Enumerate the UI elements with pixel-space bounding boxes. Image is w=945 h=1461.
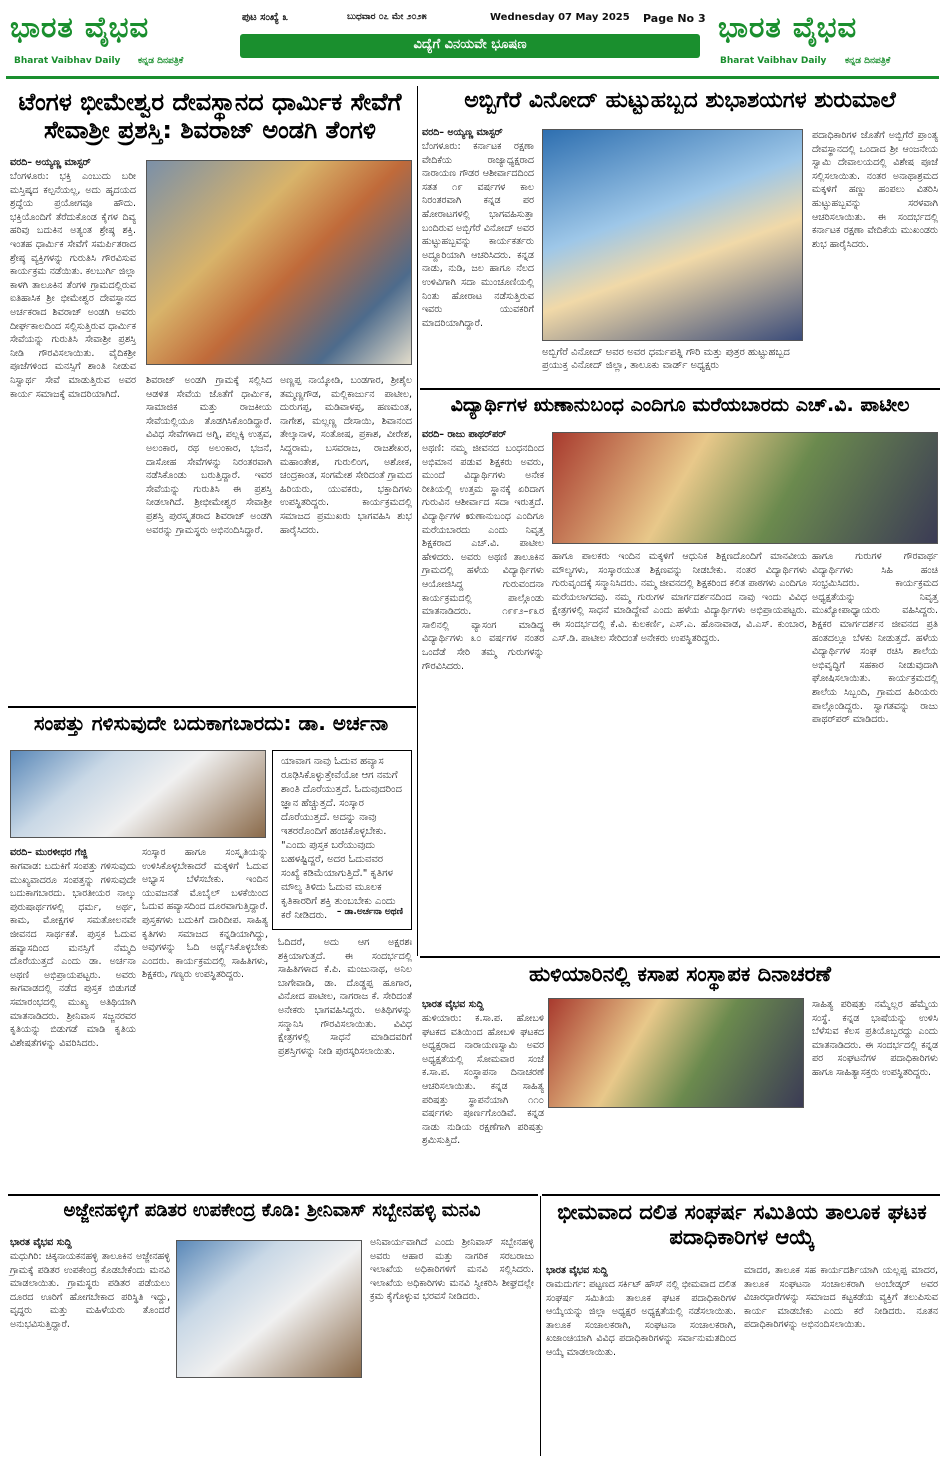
masthead-subtitle-kn-right: ಕನ್ನಡ ದಿನಪತ್ರಿಕೆ — [845, 56, 891, 66]
article-4-quote-signature: – ಡಾ.ಅರ್ಚನಾ ಅಥಣಿ — [336, 907, 403, 917]
divider-a1-a4 — [8, 706, 416, 708]
article-4-quote-box — [272, 750, 412, 930]
masthead-subtitle-en-right: Bharat Vaibhav Daily — [720, 56, 827, 66]
article-1-body-col2: ಶಿವರಾಜ್ ಅಂಡಗಿ ಗ್ರಾಮಕ್ಕೆ ಸಲ್ಲಿಸಿದ ಆಡಳಿತ ಸೇವೆಯ ಜೊತೆಗೆ ಧಾರ್ಮಿಕ, ಸಾಮಾಜಿಕ ಮತ್ತು ರಾಜಕೀಯ ಸೇವೆಯಲ್ಲಿಯೂ ತೊಡಗಿಸಿಕೊಂಡಿದ್ದಾರೆ. ವಿವಿಧ ಸೇವೆಗಳಾದ ಅಗ್ನಿ, ಪಲ್ಲಕ್ಕಿ ಉತ್ಸವ, ಅಲಂಕಾರ, ರಥ ಅಲಂಕಾರ, ಭಜನೆ, ದಾಸೋಹ ಸೇವೆಗಳನ್ನು ನಿರಂತರವಾಗಿ ನಡೆಸಿಕೊಂಡು ಬರುತ್ತಿದ್ದಾರೆ. ಇವರ ಸೇವೆಯನ್ನು ಗುರುತಿಸಿ ಈ ಪ್ರಶಸ್ತಿ ನೀಡಲಾಗಿದೆ. ಶ್ರೀಭೀಮೇಶ್ವರ ಸೇವಾಶ್ರೀ ಪ್ರಶಸ್ತಿ ಪುರಸ್ಕೃತರಾದ ಶಿವರಾಜ್ ಅಂಡಗಿ ಅವರನ್ನು ಗ್ರಾಮಸ್ಥರು ಅಭಿನಂದಿಸಿದ್ದಾರೆ. — [146, 375, 272, 536]
article-4-byline: ವರದಿ– ಮುರಳೀಧರ ಗೆಜ್ಜಿ — [10, 847, 88, 858]
masthead-subtitle-kn-left: ಕನ್ನಡ ದಿನಪತ್ರಿಕೆ — [138, 56, 184, 66]
article-2-headline: ಅಬ್ಬಿಗೆರೆ ವಿನೋದ್ ಹುಟ್ಟುಹಬ್ಬದ ಶುಭಾಶಯಗಳ ಶುರುಮಾಲೆ — [464, 88, 896, 113]
article-2-photo — [542, 129, 803, 341]
article-3-headline: ವಿದ್ಯಾರ್ಥಿಗಳ ಋಣಾನುಬಂಧ ಎಂದಿಗೂ ಮರೆಯಬಾರದು ಎಚ್.ವಿ. ಪಾಟೀಲ — [450, 394, 910, 416]
article-7-body-col2: ಮಾದರ, ತಾಲೂಕ ಸಹ ಕಾರ್ಯದರ್ಶಿಯಾಗಿ ಯಲ್ಲಪ್ಪ ಮಾದರ, ತಾಲೂಕ ಸಂಘಟನಾ ಸಂಚಾಲಕರಾಗಿ ಅಂಬೇಡ್ಕರ್ ಅವರ ವಿಚಾರಧಾರೆಗಳನ್ನು ಸಮಾಜದ ಕಟ್ಟಕಡೆಯ ವ್ಯಕ್ತಿಗೆ ತಲುಪಿಸುವ ಕಾರ್ಯ ಮಾಡಬೇಕು ಎಂದು ಕರೆ ನೀಡಿದರು. ನೂತನ ಪದಾಧಿಕಾರಿಗಳನ್ನು ಅಭಿನಂದಿಸಲಾಯಿತು. — [744, 1265, 938, 1331]
article-5-headline: ಹುಳಿಯಾರಿನಲ್ಲಿ ಕಸಾಪ ಸಂಸ್ಥಾಪಕ ದಿನಾಚರಣೆ — [528, 962, 832, 986]
article-2-caption: ಅಬ್ಬಿಗೆರೆ ವಿನೋದ್ ಅವರ ಅವರ ಧರ್ಮಪತ್ನಿ ಗೌರಿ ಮತ್ತು ಪುತ್ರರ ಹುಟ್ಟುಹಬ್ಬದ ಪ್ರಯುಕ್ತ ವಿನೋದ್ ಜಿಲ್ಲಾ, ತಾಲೂಕು ವಾರ್ಡ್ ಅಧ್ಯಕ್ಷರು — [542, 347, 790, 371]
article-4-body-col3: ಓದಿದರೆ, ಅದು ಆಗ ಅಕ್ಷರಶಃ ಶಕ್ತಿಯಾಗುತ್ತದೆ. ಈ ಸಂದರ್ಭದಲ್ಲಿ ಸಾಹಿತಿಗಳಾದ ಕೆ.ಪಿ. ಮಂಜುನಾಥ, ಅನಿಲ ಬಾಗೇವಾಡಿ, ಡಾ. ದೊಡ್ಡಪ್ಪ ಹೂಗಾರ, ವಿನೋದ ಪಾಟೀಲ, ನಾಗರಾಜ ಕೆ. ಸೇರಿದಂತೆ ಅನೇಕರು ಭಾಗವಹಿಸಿದ್ದರು. ಅತಿಥಿಗಳನ್ನು ಸನ್ಮಾನಿಸಿ ಗೌರವಿಸಲಾಯಿತು. ವಿವಿಧ ಕ್ಷೇತ್ರಗಳಲ್ಲಿ ಸಾಧನೆ ಮಾಡಿದವರಿಗೆ ಪ್ರಶಸ್ತಿಗಳನ್ನು ನೀಡಿ ಪುರಸ್ಕರಿಸಲಾಯಿತು. — [278, 937, 412, 1057]
masthead-rule — [6, 76, 939, 79]
divider-a3-a5 — [420, 956, 940, 958]
article-6-byline: ಭಾರತ ವೈಭವ ಸುದ್ದಿ — [10, 1237, 72, 1248]
article-1-photo — [146, 160, 412, 365]
article-1-body-col1: ಬೆಂಗಳೂರು: ಭಕ್ತಿ ಎಂಬುದು ಬರೀ ಮಸ್ತಿಷ್ಕದ ಕಲ್ಪನೆಯಲ್ಲ, ಅದು ಹೃದಯದ ಶ್ರದ್ಧೆಯ ಪ್ರಯೋಗವೂ ಹೌದು. ಭಕ್ತಿಯೊಂದಿಗೆ ತೆರೆದುಕೊಂಡ ಕೈಗಳ ದಿವ್ಯ ಹರಿವು ಬದುಕಿನ ಅತ್ಯಂತ ಶ್ರೇಷ್ಠ ಶಕ್ತಿ. ಇಂತಹ ಧಾರ್ಮಿಕ ಸೇವೆಗೆ ಸಮರ್ಪಿತರಾದ ಶ್ರೇಷ್ಠ ವ್ಯಕ್ತಿಗಳನ್ನು ಗುರುತಿಸಿ ಗೌರವಿಸುವ ಕಾರ್ಯಕ್ರಮ ನಡೆಯಿತು. ಕಲಬುರ್ಗಿ ಜಿಲ್ಲಾ ಕಾಳಗಿ ತಾಲೂಕಿನ ತೆಂಗಳಿ ಗ್ರಾಮದಲ್ಲಿರುವ ಐತಿಹಾಸಿಕ ಶ್ರೀ ಭೀಮೇಶ್ವರ ದೇವಸ್ಥಾನದ ಅರ್ಚಕರಾದ ಶಿವರಾಜ್ ಅಂಡಗಿ ಅವರು ದೀರ್ಘಕಾಲದಿಂದ ಸಲ್ಲಿಸುತ್ತಿರುವ ಧಾರ್ಮಿಕ ಸೇವೆಯನ್ನು ಗುರುತಿಸಿ ಸೇವಾಶ್ರೀ ಪ್ರಶಸ್ತಿ ನೀಡಿ ಗೌರವಿಸಲಾಯಿತು. ವೈದಿಕಶ್ರೀ ಪೂಜೆಗಳಿಂದ ಮನಸ್ಸಿಗೆ ಶಾಂತಿ ನೀಡುವ ನಿಸ್ವಾರ್ಥ ಸೇವೆ ಮಾಡುತ್ತಿರುವ ಅವರ ಕಾರ್ಯ ಸಮಾಜಕ್ಕೆ ಮಾದರಿಯಾಗಿದೆ. — [10, 171, 136, 400]
motto-bar: ವಿದ್ಯೆಗೆ ವಿನಯವೇ ಭೂಷಣ — [240, 34, 700, 58]
article-5-body-col1: ಹುಳಿಯಾರು: ಕ.ಸಾ.ಪ. ಹೋಬಳಿ ಘಟಕದ ವತಿಯಿಂದ ಹೋಬಳಿ ಘಟಕದ ಅಧ್ಯಕ್ಷರಾದ ನಾರಾಯಣಸ್ವಾಮಿ ಅವರ ಅಧ್ಯಕ್ಷತೆಯಲ್ಲಿ ಸೋಮವಾರ ಸಂಜೆ ಕ.ಸಾ.ಪ. ಸಂಸ್ಥಾಪನಾ ದಿನಾಚರಣೆ ಆಚರಿಸಲಾಯಿತು. ಕನ್ನಡ ಸಾಹಿತ್ಯ ಪರಿಷತ್ತು ಸ್ಥಾಪನೆಯಾಗಿ ೧೧೦ ವರ್ಷಗಳು ಪೂರ್ಣಗೊಂಡಿವೆ. ಕನ್ನಡ ನಾಡು ನುಡಿಯ ರಕ್ಷಣೆಗಾಗಿ ಪರಿಷತ್ತು ಶ್ರಮಿಸುತ್ತಿದೆ. — [422, 1013, 544, 1147]
article-6-headline: ಅಜ್ಜೇನಹಳ್ಳಿಗೆ ಪಡಿತರ ಉಪಕೇಂದ್ರ ಕೊಡಿ: ಶ್ರೀನಿವಾಸ್ ಸಬ್ಬೇನಹಳ್ಳಿ ಮನವಿ — [63, 1200, 481, 1221]
article-1-headline: ಟೆಂಗಳ ಭೀಮೇಶ್ವರ ದೇವಸ್ಥಾನದ ಧಾರ್ಮಿಕ ಸೇವೆಗೆ ಸೇವಾಶ್ರೀ ಪ್ರಶಸ್ತಿ: ಶಿವರಾಜ್ ಅಂಡಗಿ ತೆಂಗಳಿ — [18, 88, 402, 145]
article-5-body-col2: ಸಾಹಿತ್ಯ ಪರಿಷತ್ತು ನಮ್ಮೆಲ್ಲರ ಹೆಮ್ಮೆಯ ಸಂಸ್ಥೆ. ಕನ್ನಡ ಭಾಷೆಯನ್ನು ಉಳಿಸಿ ಬೆಳೆಸುವ ಕೆಲಸ ಪ್ರತಿಯೊಬ್ಬರದ್ದು ಎಂದು ಮಾತನಾಡಿದರು. ಈ ಸಂದರ್ಭದಲ್ಲಿ ಕನ್ನಡ ಪರ ಸಂಘಟನೆಗಳ ಪದಾಧಿಕಾರಿಗಳು ಹಾಗೂ ಸಾಹಿತ್ಯಾಸಕ್ತರು ಉಪಸ್ಥಿತರಿದ್ದರು. — [812, 999, 938, 1078]
article-6-body-col1: ಮಧುಗಿರಿ: ಚಿಕ್ಕನಾಯಕನಹಳ್ಳಿ ತಾಲೂಕಿನ ಅಜ್ಜೇನಹಳ್ಳಿ ಗ್ರಾಮಕ್ಕೆ ಪಡಿತರ ಉಪಕೇಂದ್ರ ಕೊಡಬೇಕೆಂದು ಮನವಿ ಮಾಡಲಾಯಿತು. ಗ್ರಾಮಸ್ಥರು ಪಡಿತರ ಪಡೆಯಲು ದೂರದ ಊರಿಗೆ ಹೋಗಬೇಕಾದ ಪರಿಸ್ಥಿತಿ ಇದ್ದು, ವೃದ್ಧರು ಮತ್ತು ಮಹಿಳೆಯರು ತೊಂದರೆ ಅನುಭವಿಸುತ್ತಿದ್ದಾರೆ. — [10, 1251, 170, 1330]
article-3-byline: ವರದಿ– ರಾಜು ಪಾಥರ್‌ಪರ್ — [422, 429, 507, 440]
article-4-body-col2: ಸಂಸ್ಕಾರ ಹಾಗೂ ಸಂಸ್ಕೃತಿಯನ್ನು ಉಳಿಸಿಕೊಳ್ಳಬೇಕಾದರೆ ಮಕ್ಕಳಿಗೆ ಓದುವ ಅಭ್ಯಾಸ ಬೆಳೆಸಬೇಕು. ಇಂದಿನ ಯುವಜನತೆ ಮೊಬೈಲ್ ಬಳಕೆಯಿಂದ ಓದುವ ಹವ್ಯಾಸದಿಂದ ದೂರವಾಗುತ್ತಿದ್ದಾರೆ. ಪುಸ್ತಕಗಳು ಬದುಕಿಗೆ ದಾರಿದೀಪ. ಸಾಹಿತ್ಯ ಕೃತಿಗಳು ಸಮಾಜದ ಕನ್ನಡಿಯಾಗಿದ್ದು, ಅವುಗಳನ್ನು ಓದಿ ಅರ್ಥೈಸಿಕೊಳ್ಳಬೇಕು ಎಂದರು. ಕಾರ್ಯಕ್ರಮದಲ್ಲಿ ಸಾಹಿತಿಗಳು, ಶಿಕ್ಷಕರು, ಗಣ್ಯರು ಉಪಸ್ಥಿತರಿದ್ದರು. — [142, 847, 269, 981]
article-4-headline: ಸಂಪತ್ತು ಗಳಿಸುವುದೇ ಬದುಕಾಗಬಾರದು: ಡಾ. ಅರ್ಚನಾ — [33, 711, 389, 735]
article-2-byline: ವರದಿ– ಅಯ್ಯಣ್ಣ ಮಾಸ್ಟರ್ — [422, 127, 503, 138]
date-en: Wednesday 07 May 2025 — [490, 12, 630, 23]
article-3-body-col2: ಹಾಗೂ ಪಾಲಕರು ಇಂದಿನ ಮಕ್ಕಳಿಗೆ ಆಧುನಿಕ ಶಿಕ್ಷಣದೊಂದಿಗೆ ಮಾನವೀಯ ಮೌಲ್ಯಗಳು, ಸಂಸ್ಕಾರಯುತ ಶಿಕ್ಷಣವನ್ನು ನೀಡಬೇಕು. ನಂತರ ವಿದ್ಯಾರ್ಥಿಗಳು ಗುರುವೃಂದಕ್ಕೆ ಸನ್ಮಾನಿಸಿದರು. ನಮ್ಮ ಜೀವನದಲ್ಲಿ ಶಿಕ್ಷಕರಿಂದ ಕಲಿತ ಪಾಠಗಳು ಎಂದಿಗೂ ಮರೆಯಲಾಗದವು. ನಮ್ಮ ಗುರುಗಳ ಮಾರ್ಗದರ್ಶನದಿಂದ ನಾವು ಇಂದು ವಿವಿಧ ಕ್ಷೇತ್ರಗಳಲ್ಲಿ ಸಾಧನೆ ಮಾಡಿದ್ದೇವೆ ಎಂದು ಹಳೆಯ ವಿದ್ಯಾರ್ಥಿಗಳು ಅಭಿಪ್ರಾಯಪಟ್ಟರು. ಈ ಸಂದರ್ಭದಲ್ಲಿ ಕೆ.ವಿ. ಕುಲಕರ್ಣಿ, ಎಸ್.ಎ. ಹೊನಾವಾಡ, ವಿ.ಎಸ್. ಕುಂಬಾರ, ಎಸ್.ಡಿ. ಪಾಟೀಲ ಸೇರಿದಂತೆ ಅನೇಕರು ಉಪಸ್ಥಿತರಿದ್ದರು. — [552, 551, 807, 644]
article-3-body-col1: ಅಥಣಿ: ನಮ್ಮ ಜೀವನದ ಬಂಧನದಿಂದ ಅಭಿಮಾನ ಪಡುವ ಶಿಕ್ಷಕರು ಅವರು, ಮುಂದೆ ವಿದ್ಯಾರ್ಥಿಗಳು ಅನೇಕ ರೀತಿಯಲ್ಲಿ ಉತ್ತಮ ಸ್ಥಾನಕ್ಕೆ ಏರಿದಾಗ ಗುರುವಿನ ಆಶೀರ್ವಾದ ಸದಾ ಇರುತ್ತದೆ. ವಿದ್ಯಾರ್ಥಿಗಳ ಋಣಾನುಬಂಧ ಎಂದಿಗೂ ಮರೆಯಬಾರದು ಎಂದು ನಿವೃತ್ತ ಶಿಕ್ಷಕರಾದ ಎಚ್.ವಿ. ಪಾಟೀಲ ಹೇಳಿದರು. ಅವರು ಅಥಣಿ ತಾಲೂಕಿನ ಗ್ರಾಮದಲ್ಲಿ ಹಳೆಯ ವಿದ್ಯಾರ್ಥಿಗಳು ಆಯೋಜಿಸಿದ್ದ ಗುರುವಂದನಾ ಕಾರ್ಯಕ್ರಮದಲ್ಲಿ ಪಾಲ್ಗೊಂಡು ಮಾತನಾಡಿದರು. ೧೯೯೨–೯೩ರ ಸಾಲಿನಲ್ಲಿ ವ್ಯಾಸಂಗ ಮಾಡಿದ್ದ ವಿದ್ಯಾರ್ಥಿಗಳು ೩೦ ವರ್ಷಗಳ ನಂತರ ಒಂದೆಡೆ ಸೇರಿ ತಮ್ಮ ಗುರುಗಳನ್ನು ಗೌರವಿಸಿದರು. — [422, 443, 544, 672]
masthead — [0, 0, 945, 76]
article-1-byline: ವರದಿ– ಅಯ್ಯಣ್ಣ ಮಾಸ್ಟರ್ — [10, 157, 91, 168]
article-2-body-col2: ಪದಾಧಿಕಾರಿಗಳ ಜೊತೆಗೆ ಅಬ್ಬಿಗೆರೆ ಪ್ರಾಂತ್ಯ ದೇವಸ್ಥಾನದಲ್ಲಿ ಒಂದಾದ ಶ್ರೀ ಆಂಜನೇಯ ಸ್ವಾಮಿ ದೇವಾಲಯದಲ್ಲಿ ವಿಶೇಷ ಪೂಜೆ ಸಲ್ಲಿಸಲಾಯಿತು. ನಂತರ ಅನಾಥಾಶ್ರಮದ ಮಕ್ಕಳಿಗೆ ಹಣ್ಣು ಹಂಪಲು ವಿತರಿಸಿ ಹುಟ್ಟುಹಬ್ಬವನ್ನು ಸರಳವಾಗಿ ಆಚರಿಸಲಾಯಿತು. ಈ ಸಂದರ್ಭದಲ್ಲಿ ಕರ್ನಾಟಕ ರಕ್ಷಣಾ ವೇದಿಕೆಯ ಮುಖಂಡರು ಶುಭ ಹಾರೈಸಿದರು. — [812, 130, 938, 250]
article-6-body-col2: ಅನಿವಾರ್ಯವಾಗಿದೆ ಎಂದು ಶ್ರೀನಿವಾಸ್ ಸಬ್ಬೇನಹಳ್ಳಿ ಅವರು ಆಹಾರ ಮತ್ತು ನಾಗರಿಕ ಸರಬರಾಜು ಇಲಾಖೆಯ ಅಧಿಕಾರಿಗಳಿಗೆ ಮನವಿ ಸಲ್ಲಿಸಿದರು. ಇಲಾಖೆಯ ಅಧಿಕಾರಿಗಳು ಮನವಿ ಸ್ವೀಕರಿಸಿ ಶೀಘ್ರದಲ್ಲೇ ಕ್ರಮ ಕೈಗೊಳ್ಳುವ ಭರವಸೆ ನೀಡಿದರು. — [370, 1237, 534, 1303]
divider-bottom-left — [8, 1194, 538, 1196]
column-divider-left — [417, 86, 418, 956]
article-3-photo — [552, 432, 938, 544]
article-4-body-col1: ಕಾಗವಾಡ: ಬದುಕಿಗೆ ಸಂಪತ್ತು ಗಳಿಸುವುದು ಮುಖ್ಯವಾದರೂ ಸಂಪತ್ತನ್ನು ಗಳಿಸುವುದೇ ಬದುಕಾಗಬಾರದು. ಭಾರತೀಯರ ನಾಲ್ಕು ಪುರುಷಾರ್ಥಗಳಲ್ಲಿ ಧರ್ಮ, ಅರ್ಥ, ಕಾಮ, ಮೋಕ್ಷಗಳ ಸಮತೋಲನವೇ ಜೀವನದ ಸಾರ್ಥಕತೆ. ಪುಸ್ತಕ ಓದುವ ಹವ್ಯಾಸದಿಂದ ಮನಸ್ಸಿಗೆ ನೆಮ್ಮದಿ ದೊರೆಯುತ್ತದೆ ಎಂದು ಡಾ. ಅರ್ಚನಾ ಅಥಣಿ ಅಭಿಪ್ರಾಯಪಟ್ಟರು. ಅವರು ಕಾಗವಾಡದಲ್ಲಿ ನಡೆದ ಪುಸ್ತಕ ಬಿಡುಗಡೆ ಸಮಾರಂಭದಲ್ಲಿ ಮುಖ್ಯ ಅತಿಥಿಯಾಗಿ ಮಾತನಾಡಿದರು. ಶ್ರೀನಿವಾಸ ಸಜ್ಜನರವರ ಕೃತಿಯನ್ನು ಬಿಡುಗಡೆ ಮಾಡಿ ಕೃತಿಯ ವಿಶೇಷತೆಗಳನ್ನು ವಿವರಿಸಿದರು. — [10, 861, 136, 1049]
article-2-body-col1: ಬೆಂಗಳೂರು: ಕರ್ನಾಟಕ ರಕ್ಷಣಾ ವೇದಿಕೆಯ ರಾಜ್ಯಾಧ್ಯಕ್ಷರಾದ ನಾರಾಯಣ ಗೌಡರ ಆಶೀರ್ವಾದದಿಂದ ಸತತ ೧೯ ವರ್ಷಗಳ ಕಾಲ ನಿರಂತರವಾಗಿ ಕನ್ನಡ ಪರ ಹೋರಾಟಗಳಲ್ಲಿ ಭಾಗವಹಿಸುತ್ತಾ ಬಂದಿರುವ ಅಬ್ಬಿಗೆರೆ ವಿನೋದ್ ಅವರ ಹುಟ್ಟುಹಬ್ಬವನ್ನು ಕಾರ್ಯಕರ್ತರು ಅದ್ದೂರಿಯಾಗಿ ಆಚರಿಸಿದರು. ಕನ್ನಡ ನಾಡು, ನುಡಿ, ಜಲ ಹಾಗೂ ನೆಲದ ಉಳಿವಿಗಾಗಿ ಸದಾ ಮುಂಚೂಣಿಯಲ್ಲಿ ನಿಂತು ಹೋರಾಟ ನಡೆಸುತ್ತಿರುವ ಇವರು ಯುವಕರಿಗೆ ಮಾದರಿಯಾಗಿದ್ದಾರೆ. — [422, 141, 534, 329]
article-7-body-col1: ರಾಮದುರ್ಗ: ಪಟ್ಟಣದ ಸರ್ಕಿಟ್ ಹೌಸ್ ನಲ್ಲಿ ಭೀಮವಾದ ದಲಿತ ಸಂಘರ್ಷ ಸಮಿತಿಯ ತಾಲೂಕ ಘಟಕ ಪದಾಧಿಕಾರಿಗಳ ಆಯ್ಕೆಯನ್ನು ಜಿಲ್ಲಾ ಅಧ್ಯಕ್ಷರ ಅಧ್ಯಕ್ಷತೆಯಲ್ಲಿ ನಡೆಸಲಾಯಿತು. ತಾಲೂಕ ಸಂಚಾಲಕರಾಗಿ, ಸಂಘಟನಾ ಸಂಚಾಲಕರಾಗಿ, ಖಜಾಂಚಿಯಾಗಿ ವಿವಿಧ ಪದಾಧಿಕಾರಿಗಳನ್ನು ಸರ್ವಾನುಮತದಿಂದ ಆಯ್ಕೆ ಮಾಡಲಾಯಿತು. — [546, 1279, 736, 1358]
article-4-quote-text: ಯಾವಾಗ ನಾವು ಓದುವ ಹವ್ಯಾಸ ರೂಢಿಸಿಕೊಳ್ಳುತ್ತೇವೆಯೋ ಆಗ ನಮಗೆ ಶಾಂತಿ ದೊರೆಯುತ್ತದೆ. ಓದುವುದರಿಂದ ಜ್ಞಾನ ಹೆಚ್ಚುತ್ತದೆ. ಸಂಸ್ಕಾರ ದೊರೆಯುತ್ತದೆ. ಅದನ್ನು ನಾವು ಇತರರೊಂದಿಗೆ ಹಂಚಿಕೊಳ್ಳಬೇಕು. "ಎಂದು ಪುಸ್ತಕ ಬರೆಯುವುದು ಬಹಳಷ್ಟಿದ್ದರೆ, ಅದರ ಓದುವವರ ಸಂಖ್ಯೆ ಕಡಿಮೆಯಾಗುತ್ತಿದೆ." ಕೃತಿಗಳ ಮೌಲ್ಯ ತಿಳಿದು ಓದುವ ಮೂಲಕ ಕೃತಿಕಾರರಿಗೆ ಶಕ್ತಿ ತುಂಬಬೇಕು ಎಂದು ಕರೆ ನೀಡಿದರು. — [281, 756, 402, 921]
issue-number: ಪುಟ ಸಂಖ್ಯೆ ೩ — [242, 12, 289, 23]
article-1-body-col3: ಅಣ್ಣಪ್ಪ ನಾಯ್ಕೋಡಿ, ಬಂಡಗಾರ, ಶ್ರೀಶೈಲ ತಮ್ಮಣ್ಣಗೌಡ, ಮಲ್ಲಿಕಾರ್ಜುನ ಪಾಟೀಲ, ದುರುಗಪ್ಪ, ಮಡಿವಾಳಪ್ಪ, ಹಣಮಂತ, ನಾಗೇಶ, ಮಲ್ಲಣ್ಣ ದೇಸಾಯಿ, ಶಿವಾನಂದ ತೇಲ್ಕಾನಾಳ, ಸಂತೋಷ, ಪ್ರಕಾಶ, ವೀರೇಶ, ಸಿದ್ದರಾಮ, ಬಸವರಾಜ, ರಾಜಶೇಖರ, ಮಹಾಂತೇಶ, ಗುರುಲಿಂಗ, ಅಶೋಕ, ಚಂದ್ರಕಾಂತ, ಸಂಗಮೇಶ ಸೇರಿದಂತೆ ಗ್ರಾಮದ ಹಿರಿಯರು, ಯುವಕರು, ಭಕ್ತಾದಿಗಳು ಉಪಸ್ಥಿತರಿದ್ದರು. ಕಾರ್ಯಕ್ರಮದಲ್ಲಿ ಸಮಾಜದ ಪ್ರಮುಖರು ಭಾಗವಹಿಸಿ ಶುಭ ಹಾರೈಸಿದರು. — [280, 375, 412, 536]
page-number: Page No 3 — [643, 12, 706, 25]
article-4-photo — [10, 750, 266, 838]
divider-bottom-right — [542, 1194, 940, 1196]
masthead-title-left: ಭಾರತ ವೈಭವ — [10, 10, 150, 44]
article-5-byline: ಭಾರತ ವೈಭವ ಸುದ್ದಿ — [422, 999, 484, 1010]
article-3-body-col3: ಹಾಗೂ ಗುರುಗಳ ಗೌರವಾರ್ಥ ವಿದ್ಯಾರ್ಥಿಗಳು ಸಿಹಿ ಹಂಚಿ ಸಂಭ್ರಮಿಸಿದರು. ಕಾರ್ಯಕ್ರಮದ ಅಧ್ಯಕ್ಷತೆಯನ್ನು ನಿವೃತ್ತ ಮುಖ್ಯೋಪಾಧ್ಯಾಯರು ವಹಿಸಿದ್ದರು. ಶಿಕ್ಷಕರ ಮಾರ್ಗದರ್ಶನ ಜೀವನದ ಪ್ರತಿ ಹಂತದಲ್ಲೂ ಬೆಳಕು ನೀಡುತ್ತದೆ. ಹಳೆಯ ವಿದ್ಯಾರ್ಥಿಗಳ ಸಂಘ ರಚಿಸಿ ಶಾಲೆಯ ಅಭಿವೃದ್ಧಿಗೆ ಸಹಕಾರ ನೀಡುವುದಾಗಿ ಘೋಷಿಸಲಾಯಿತು. ಕಾರ್ಯಕ್ರಮದಲ್ಲಿ ಶಾಲೆಯ ಸಿಬ್ಬಂದಿ, ಗ್ರಾಮದ ಹಿರಿಯರು ಪಾಲ್ಗೊಂಡಿದ್ದರು. ಸ್ವಾಗತವನ್ನು ರಾಜು ಪಾಥರ್‌ಪರ್ ಮಾಡಿದರು. — [812, 551, 938, 726]
article-7-byline: ಭಾರತ ವೈಭವ ಸುದ್ದಿ — [546, 1265, 608, 1276]
date-kn: ಬುಧವಾರ ೦೭ ಮೇ ೨೦೨೫ — [347, 12, 427, 22]
masthead-subtitle-en-left: Bharat Vaibhav Daily — [14, 56, 121, 66]
article-6-photo — [176, 1240, 362, 1378]
article-7-headline: ಭೀಮವಾದ ದಲಿತ ಸಂಘರ್ಷ ಸಮಿತಿಯ ತಾಲೂಕ ಘಟಕ ಪದಾಧಿಕಾರಿಗಳ ಆಯ್ಕೆ — [557, 1200, 927, 1249]
divider-a2-a3 — [420, 388, 940, 390]
column-divider-bottom — [540, 1196, 541, 1456]
masthead-title-right: ಭಾರತ ವೈಭವ — [718, 10, 858, 44]
article-5-photo — [548, 998, 804, 1108]
